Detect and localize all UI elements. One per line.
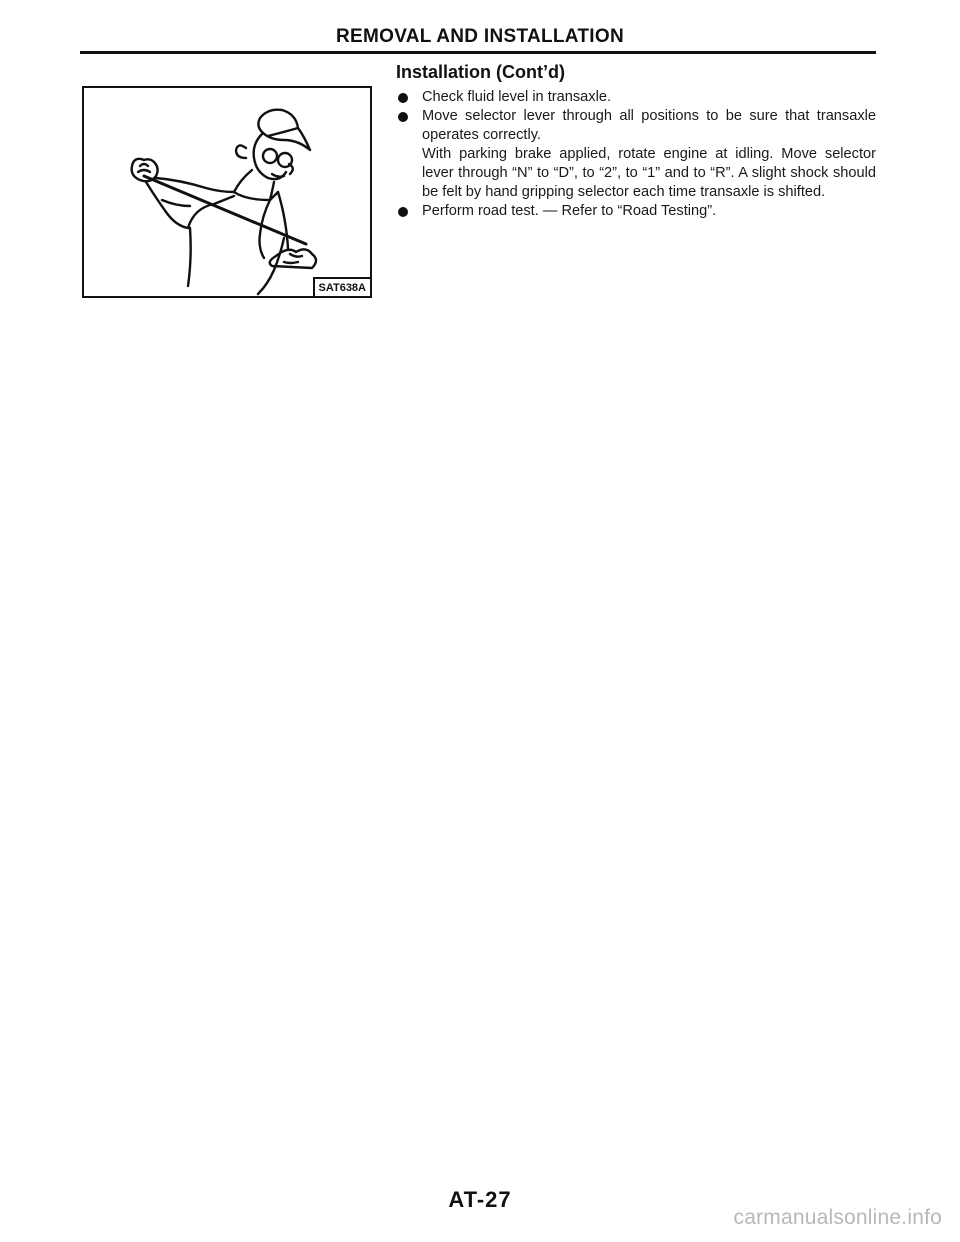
mechanic-pulling-selector-lever-illustration xyxy=(84,88,370,296)
instruction-item xyxy=(396,88,876,107)
watermark-text: carmanualsonline.info xyxy=(733,1206,942,1229)
bullet-dot-icon xyxy=(398,93,408,103)
figure-code-label: SAT638A xyxy=(313,277,370,296)
instruction-text: Perform road test. — Refer to “Road Testing”. xyxy=(422,203,717,219)
bullet-dot-icon xyxy=(398,112,408,122)
bullet-dot-icon xyxy=(398,207,408,217)
page-number: AT-27 xyxy=(448,1187,512,1212)
illustration-figure xyxy=(82,86,372,298)
instruction-text: With parking brake applied, rotate engine at idling. Move selector lever through “N” to “D”, to “2”, to “1” and to “R”. A slight shock should be felt by hand gripping selector each time transaxle is shifted. xyxy=(422,146,876,200)
section-heading: Installation (Cont’d) xyxy=(396,62,565,82)
instruction-item xyxy=(396,202,876,221)
instruction-text: Check fluid level in transaxle. xyxy=(422,89,611,105)
page-header-title: REMOVAL AND INSTALLATION xyxy=(336,26,624,47)
header-rule xyxy=(80,51,876,54)
instruction-text: Move selector lever through all positions to be sure that transaxle operates correctly. xyxy=(422,108,876,143)
instruction-item xyxy=(396,107,876,202)
instruction-list xyxy=(396,88,876,221)
